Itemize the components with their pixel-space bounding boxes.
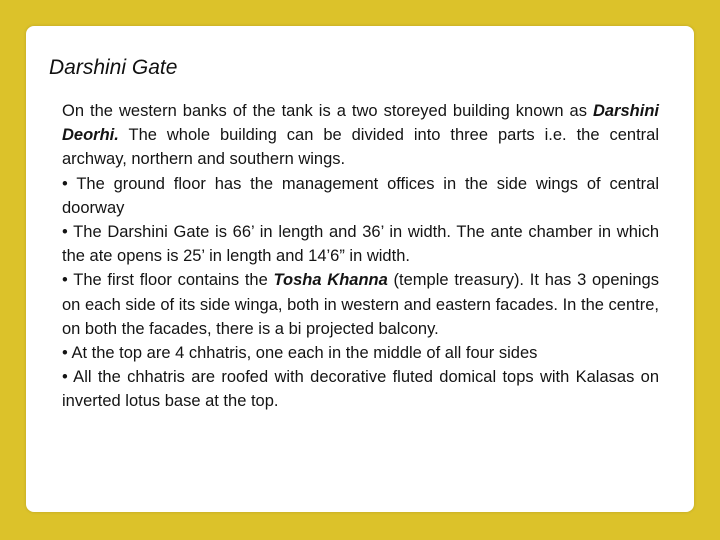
bullet-text: • All the chhatris are roofed with decorative fluted domical tops with Kalasas on inverted lotus base at the top. [62,368,659,411]
bullet-dimensions [62,220,659,268]
bullet-text: • The ground floor has the management offices in the side wings of central doorway [62,174,659,217]
paragraph-text: On the western banks of the tank is a two storeyed building known as [62,102,593,120]
bullet-text: • The first floor contains the [62,271,274,290]
slide-body [62,99,659,414]
bullet-text: • At the top are 4 chhatris, one each in the middle of all four sides [62,344,538,363]
bullet-text: • The Darshini Gate is 66’ in length and 36’ in width. The ante chamber in which the ate opens is 25’ in length and 14’6” in width. [62,223,659,266]
paragraph-text: The whole building can be divided into three parts i.e. the central archway, northern and southern wings. [62,126,659,169]
bullet-text: (temple treasury). It has 3 openings on each side of its side winga, both in western and eastern facades. In the centre, on both the facades, there is a bi projected balcony. [62,271,659,338]
building-name-emphasis: Darshini Deorhi. [62,102,659,145]
slide-title: Darshini Gate [49,56,178,79]
bullet-roofs [62,365,659,413]
paragraph-intro [62,99,659,172]
bullet-first-floor [62,268,659,341]
bullet-chhatris [62,341,659,365]
slide-card [26,26,694,512]
bullet-ground-floor [62,172,659,220]
treasury-name-emphasis: Tosha Khanna [273,271,388,290]
